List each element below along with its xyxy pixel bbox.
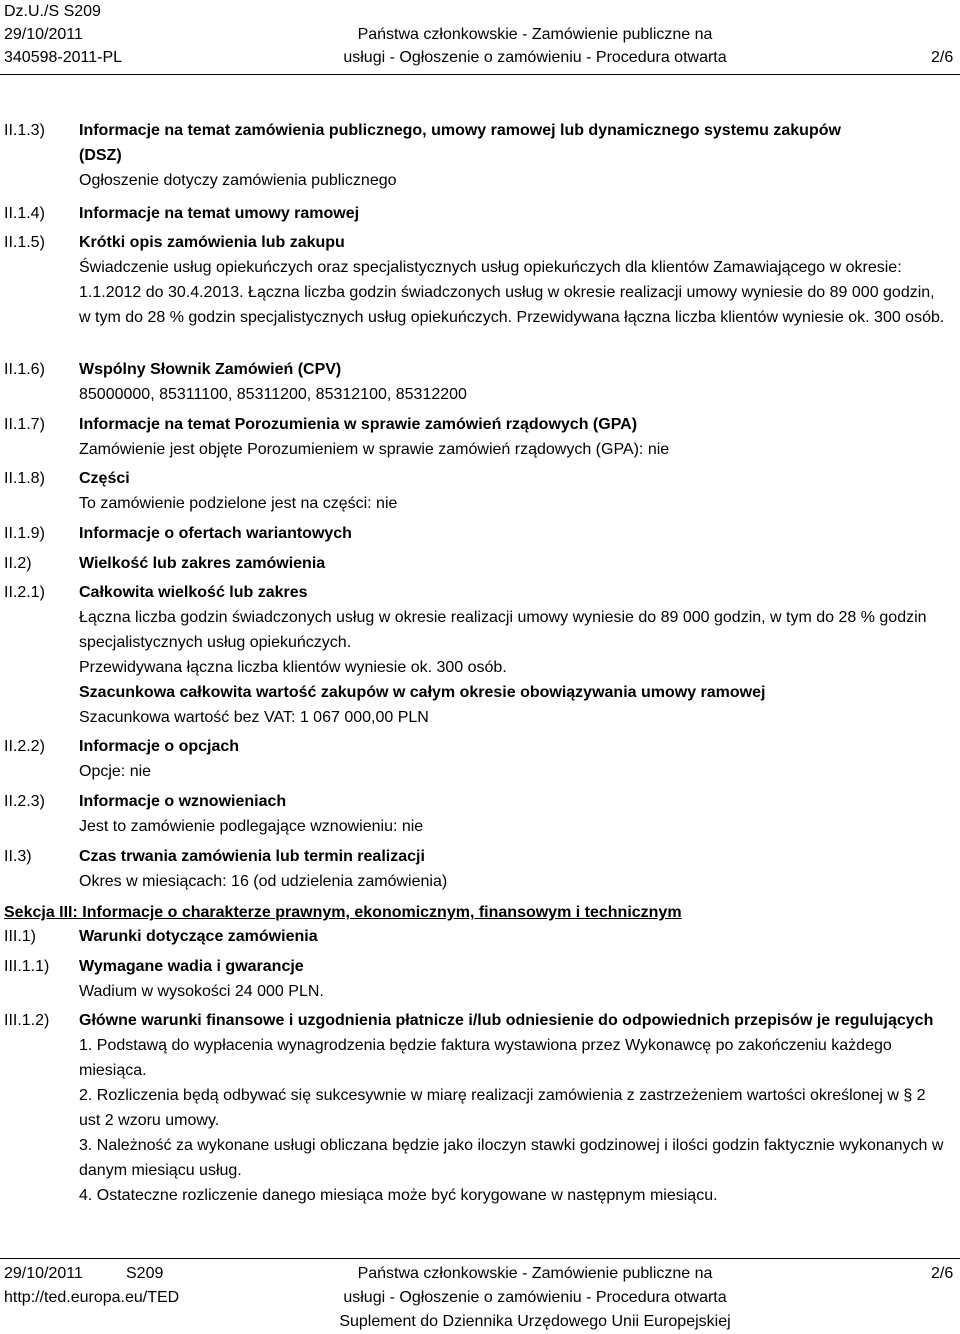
item-text: To zamówienie podzielone jest na części: nie <box>79 495 398 512</box>
item-body <box>79 521 949 546</box>
item-text: Ogłoszenie dotyczy zamówienia publicznego <box>79 172 397 189</box>
item-body <box>79 580 949 730</box>
item-heading: Informacje na temat umowy ramowej <box>79 205 360 222</box>
notice-number: 340598-2011-PL <box>4 49 123 66</box>
item-body <box>79 954 949 1004</box>
header-center <box>305 23 765 69</box>
item-number: II.1.5) <box>4 234 45 251</box>
footer-date: 29/10/2011 <box>4 1265 83 1282</box>
header-title-line-1: Państwa członkowskie - Zamówienie publiczne na <box>357 26 713 43</box>
item-number: III.1) <box>4 928 37 945</box>
item-heading: (DSZ) <box>79 147 122 164</box>
item-text: 1. Podstawą do wypłacenia wynagrodzenia będzie faktura wystawiona przez Wykonawcę po zakończeniu każdego miesiąca. <box>79 1037 892 1079</box>
footer-url-link[interactable]: http://ted.europa.eu/TED <box>4 1289 180 1306</box>
item-number: III.1.1) <box>4 958 50 975</box>
item-heading: Informacje na temat Porozumienia w sprawie zamówień rządowych (GPA) <box>79 416 638 433</box>
item-heading: Główne warunki finansowe i uzgodnienia płatnicze i/lub odniesienie do odpowiednich przepisów je regulujących <box>79 1012 934 1029</box>
item-text: Wadium w wysokości 24 000 PLN. <box>79 983 324 1000</box>
item-number: II.1.3) <box>4 122 45 139</box>
item-number: III.1.2) <box>4 1012 50 1029</box>
item-heading: Części <box>79 470 130 487</box>
item-heading: Informacje o wznowieniach <box>79 793 287 810</box>
item-body <box>79 1008 949 1208</box>
item-body <box>79 412 949 462</box>
item-text: Świadczenie usług opiekuńczych oraz specjalistycznych usług opiekuńczych dla klientów Zamawiającego w okresie: 1.1.2012 do 30.4.2013. Łączna liczba godzin świadczonych usług w okresie realizacji umowy wyniesie do 89 000 godzin, w tym do 28 % godzin specjalistycznych usług opiekuńczych. Przewidywana łączna liczba klientów wyniesie ok. 300 osób. <box>79 259 945 326</box>
header-left <box>4 0 122 69</box>
item-number: II.2) <box>4 555 32 572</box>
item-heading: Warunki dotyczące zamówienia <box>79 928 318 945</box>
header-rule <box>0 74 960 75</box>
item-body <box>79 734 949 784</box>
item-text: Okres w miesiącach: 16 (od udzielenia zamówienia) <box>79 873 448 890</box>
item-text: Szacunkowa wartość bez VAT: 1 067 000,00 PLN <box>79 709 429 726</box>
item-body <box>79 230 949 330</box>
page-footer <box>0 1262 960 1334</box>
item-body <box>79 924 949 949</box>
item-text: Opcje: nie <box>79 763 152 780</box>
item-heading: Wielkość lub zakres zamówienia <box>79 555 326 572</box>
item-body <box>79 844 949 894</box>
header-title-line-2: usługi - Ogłoszenie o zamówieniu - Procedura otwarta <box>343 49 727 66</box>
item-body <box>79 357 949 407</box>
item-heading: Czas trwania zamówienia lub termin realizacji <box>79 848 425 865</box>
item-number: II.3) <box>4 848 32 865</box>
publication-date: 29/10/2011 <box>4 26 83 43</box>
item-number: II.2.2) <box>4 738 45 755</box>
item-text: 85000000, 85311100, 85311200, 85312100, 85312200 <box>79 386 467 403</box>
item-number: II.2.1) <box>4 584 45 601</box>
footer-center <box>305 1262 765 1334</box>
item-heading: Wymagane wadia i gwarancje <box>79 958 304 975</box>
footer-title-line-2: usługi - Ogłoszenie o zamówieniu - Procedura otwarta <box>343 1289 727 1306</box>
footer-title-line-3: Suplement do Dziennika Urzędowego Unii Europejskiej <box>339 1313 731 1330</box>
item-heading: Informacje o ofertach wariantowych <box>79 525 352 542</box>
item-number: II.1.7) <box>4 416 45 433</box>
section-heading: Sekcja III: Informacje o charakterze prawnym, ekonomicznym, finansowym i technicznym <box>4 904 682 921</box>
item-number: II.1.4) <box>4 205 45 222</box>
footer-page-number: 2/6 <box>931 1265 954 1282</box>
item-number: II.1.6) <box>4 361 45 378</box>
journal-reference: Dz.U./S S209 <box>4 3 101 20</box>
item-body <box>79 789 949 839</box>
item-heading: Informacje na temat zamówienia publicznego, umowy ramowej lub dynamicznego systemu zakupów <box>79 122 841 139</box>
item-number: II.1.9) <box>4 525 45 542</box>
item-text: Przewidywana łączna liczba klientów wyniesie ok. 300 osób. <box>79 659 507 676</box>
item-text: 3. Należność za wykonane usługi obliczana będzie jako iloczyn stawki godzinowej i ilości godzin faktycznie wykonanych w danym miesiącu usług. <box>79 1137 944 1179</box>
item-text: 2. Rozliczenia będą odbywać się sukcesywnie w miarę realizacji zamówienia z zastrzeżeniem wartości określonej w § 2 ust 2 wzoru umowy. <box>79 1087 926 1129</box>
item-heading: Krótki opis zamówienia lub zakupu <box>79 234 345 251</box>
item-text: Jest to zamówienie podlegające wznowieniu: nie <box>79 818 424 835</box>
footer-title-line-1: Państwa członkowskie - Zamówienie publiczne na <box>357 1265 713 1282</box>
item-body <box>79 118 949 193</box>
item-heading: Wspólny Słownik Zamówień (CPV) <box>79 361 342 378</box>
item-body <box>79 466 949 516</box>
item-heading: Informacje o opcjach <box>79 738 240 755</box>
item-number: II.2.3) <box>4 793 45 810</box>
item-text: Zamówienie jest objęte Porozumieniem w sprawie zamówień rządowych (GPA): nie <box>79 441 670 458</box>
footer-issue: S209 <box>126 1265 164 1282</box>
footer-rule <box>0 1258 960 1259</box>
item-body <box>79 201 949 226</box>
item-body <box>79 551 949 576</box>
page-header <box>0 0 960 75</box>
item-text: 4. Ostateczne rozliczenie danego miesiąca może być korygowane w następnym miesiącu. <box>79 1187 718 1204</box>
item-heading: Całkowita wielkość lub zakres <box>79 584 308 601</box>
header-page-number: 2/6 <box>931 49 954 66</box>
item-number: II.1.8) <box>4 470 45 487</box>
item-text: Łączna liczba godzin świadczonych usług w okresie realizacji umowy wyniesie do 89 000 godzin, w tym do 28 % godzin specjalistycznych usług opiekuńczych. <box>79 609 927 651</box>
footer-left <box>4 1262 179 1310</box>
item-heading: Szacunkowa całkowita wartość zakupów w całym okresie obowiązywania umowy ramowej <box>79 684 766 701</box>
